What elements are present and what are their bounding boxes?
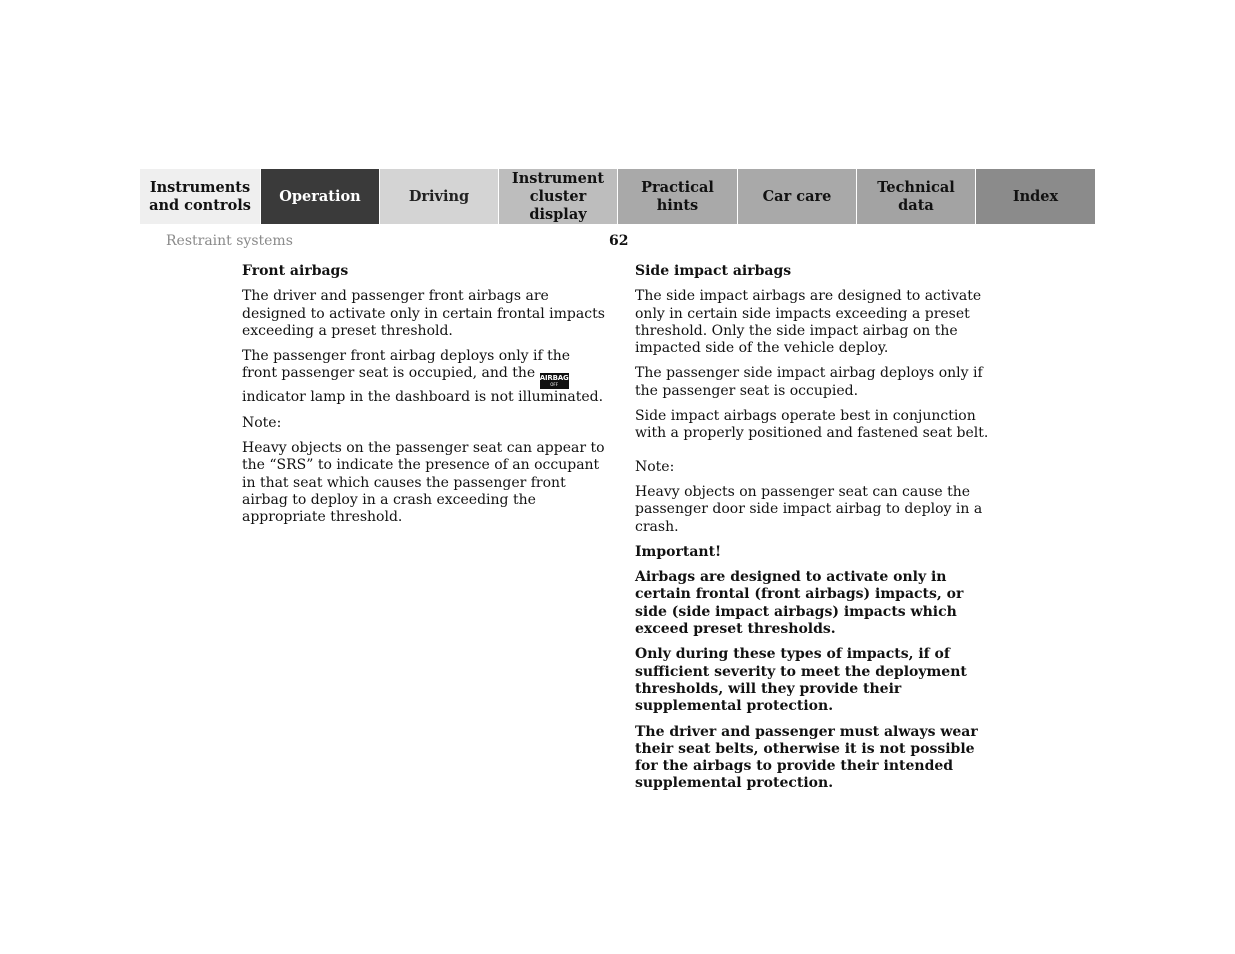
side-airbags-paragraph: The side impact airbags are designed to activate only in certain side impacts exceeding a preset threshold. Only the side impact airbag on the impacted side of the vehicle deploy. bbox=[635, 288, 982, 357]
airbag-off-indicator-icon bbox=[540, 373, 569, 389]
tab-practical-hints[interactable]: Practical hints bbox=[617, 169, 737, 224]
note-label: Note: bbox=[242, 414, 282, 431]
note-label: Note: bbox=[635, 458, 675, 475]
tab-instrument-cluster-display[interactable]: Instrument cluster display bbox=[498, 169, 617, 224]
tab-index[interactable]: Index bbox=[975, 169, 1095, 224]
left-column bbox=[242, 263, 607, 535]
important-label: Important! bbox=[635, 543, 722, 560]
tab-operation[interactable]: Operation bbox=[260, 169, 379, 224]
important-paragraph-3: The driver and passenger must always wear their seat belts, otherwise it is not possible for the airbags to provide their intended supplemental protection. bbox=[635, 723, 978, 792]
tab-car-care[interactable]: Car care bbox=[737, 169, 856, 224]
tab-driving[interactable]: Driving bbox=[379, 169, 498, 224]
front-airbags-paragraph: The driver and passenger front airbags are designed to activate only in certain frontal impacts exceeding a preset threshold. bbox=[242, 288, 605, 339]
side-impact-airbags-heading: Side impact airbags bbox=[635, 263, 792, 279]
airbag-icon-label: AIRBAG bbox=[539, 374, 569, 383]
front-airbags-heading: Front airbags bbox=[242, 263, 349, 279]
passenger-airbag-paragraph bbox=[242, 348, 607, 407]
note-text: Heavy objects on passenger seat can cause the passenger door side impact airbag to deploy in a crash. bbox=[635, 483, 983, 535]
important-paragraph-2: Only during these types of impacts, if of sufficient severity to meet the deployment thresholds, will they provide their supplemental protection. bbox=[635, 646, 967, 715]
section-title: Restraint systems bbox=[166, 233, 293, 249]
tab-instruments-and-controls[interactable]: Instruments and controls bbox=[140, 169, 260, 224]
note-text: Heavy objects on the passenger seat can appear to the “SRS” to indicate the presence of an occupant in that seat which causes the passenger front airbag to deploy in a crash exceeding the appropriate threshold. bbox=[242, 440, 605, 526]
important-paragraph-1: Airbags are designed to activate only in certain frontal (front airbags) impacts, or side (side impact airbags) impacts which exceed preset thresholds. bbox=[635, 569, 964, 638]
passenger-side-airbag-paragraph: The passenger side impact airbag deploys only if the passenger seat is occupied. bbox=[635, 365, 983, 399]
passenger-airbag-text-end: indicator lamp in the dashboard is not illuminated. bbox=[242, 389, 604, 406]
seat-belt-paragraph: Side impact airbags operate best in conjunction with a properly positioned and fastened seat belt. bbox=[635, 408, 989, 442]
tab-technical-data[interactable]: Technical data bbox=[856, 169, 975, 224]
passenger-airbag-text-start: The passenger front airbag deploys only if the front passenger seat is occupied, and the bbox=[242, 348, 571, 382]
right-column bbox=[635, 263, 997, 801]
page-number: 62 bbox=[609, 233, 629, 249]
airbag-icon-off-label: OFF bbox=[550, 382, 559, 388]
chapter-tabs bbox=[140, 169, 1095, 224]
